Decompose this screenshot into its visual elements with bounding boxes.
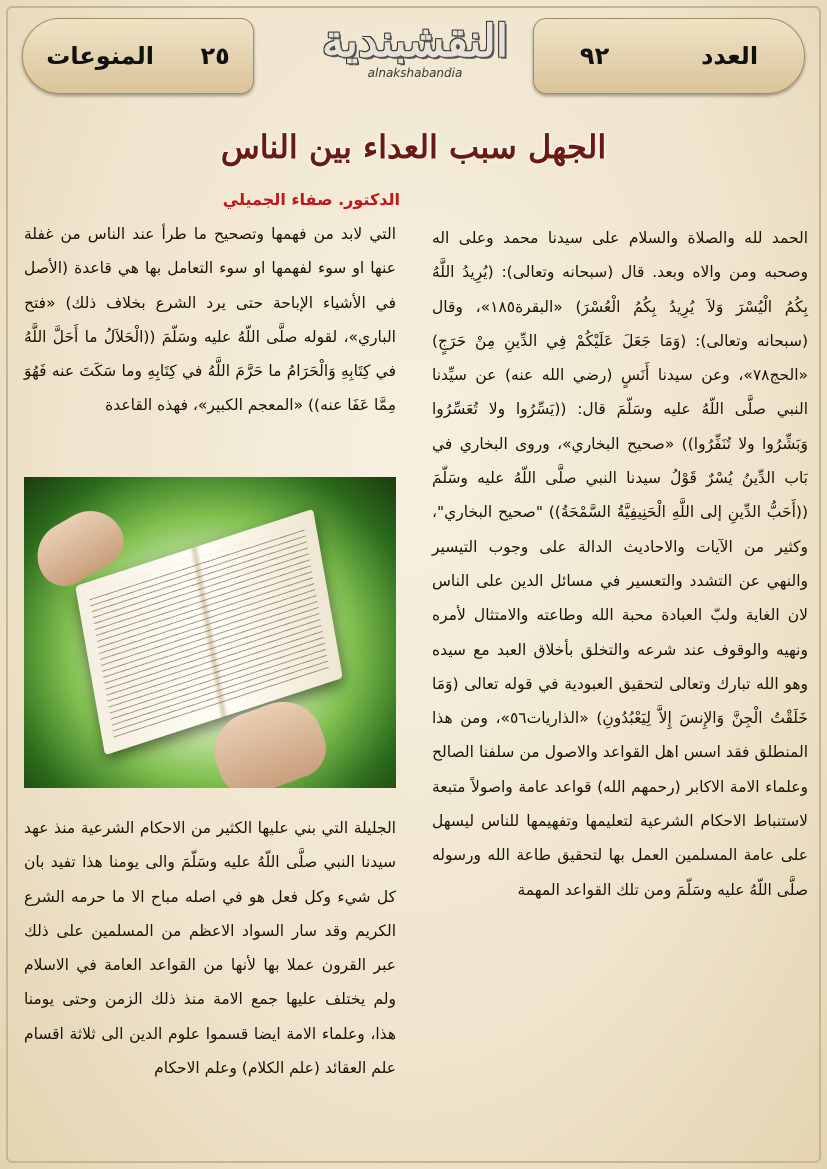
- article-title: الجهل سبب العداء بين الناس: [220, 128, 607, 166]
- section-name: المنوعات: [46, 42, 154, 70]
- issue-label: العدد: [701, 42, 759, 70]
- article-author: الدكتور. صفاء الجميلي: [222, 190, 400, 209]
- logo-title: النقشبندية: [322, 16, 508, 67]
- section-banner: [22, 18, 254, 94]
- article-column-right: [432, 221, 808, 907]
- article-column-left-top: [24, 217, 396, 423]
- quran-image: [24, 477, 396, 788]
- article-text: الحمد لله والصلاة والسلام على سيدنا محمد وعلى اله وصحبه ومن والاه وبعد. قال (سبحانه وتعالى): (يُرِيدُ اللَّهُ بِكُمُ الْيُسْرَ وَلاَ يُرِيدُ بِكُمُ الْعُسْرَ) «البقرة١٨٥»، وقال (سبحانه وتعالى): (وَمَا جَعَلَ عَلَيْكُمْ فِي الدِّينِ مِنْ حَرَجٍ) «الحج٧٨»، وعن سيدنا أَنَسٍ (رضي الله عنه) عن سيِّدنا النبي صلَّى اللّهُ عليه وسَلّمَ قال: ((يَسِّرُوا ولا تُعَسِّرُوا وَبَشِّرُوا ولا تُنَفِّرُوا)) «صحيح البخاري»، وروى البخاري في بَاب الدِّينُ يُسْرٌ قَوْلُ سيدنا النبي صلَّى اللّهُ عليه وسَلّمَ ((أَحَبُّ الدِّينِ إلى اللَّهِ الْحَنِيفِيَّةُ السَّمْحَةُ)) "صحيح البخاري"، وكثير من الآيات والاحاديث الدالة على وجوب التيسير والنهي عن التشدد والتعسير في مسائل الدين على الناس لان الغاية ولبّ العبادة محبة الله وطاعته والامتثال لأمره ونهيه والوقوف عند شرعه والتخلق بأخلاق العبد مع سيده وهو الله تبارك وتعالى لتحقيق العبودية في قوله تعالى (وَمَا خَلَقْتُ الْجِنَّ وَالإِنسَ إِلاَّ لِيَعْبُدُونِ) «الذاريات٥٦»، ومن هذا المنطلق فقد اسس اهل القواعد والاصول من سلفنا الصالح وعلماء الامة الاكابر (رحمهم الله) قواعد عامة واصولاً متبعة لاستنباط الاحكام الشرعية لتعليمها وتفهيمها للناس ليسهل على عامة المسلمين العمل بها لتحقيق طاعة الله ورسوله صلَّى اللّهُ عليه وسَلّمَ ومن تلك القواعد المهمة: [432, 229, 809, 899]
- article-text: الجليلة التي بني عليها الكثير من الاحكام الشرعية منذ عهد سيدنا النبي صلَّى اللّهُ عليه وسَلّمَ والى يومنا هذا تفيد بان كل شيء وكل فعل هو في اصله مباح الا ما حرمه الشرع الكريم وقد سار السواد الاعظم من المسلمين على ذلك عبر القرون عملا بها لأنها من القواعد العامة في الاسلام ولم يختلف عليها جمع الامة منذ ذلك الزمن وحتى يومنا هذا، وعلماء الامة ايضا قسموا علوم الدين الى ثلاثة اقسام علم العقائد (علم الكلام) وعلم الاحكام: [24, 819, 396, 1078]
- issue-number: ٩٢: [579, 42, 610, 70]
- logo-subtitle: alnakshabandia: [367, 66, 463, 80]
- issue-banner: [533, 18, 805, 94]
- article-column-left-bottom: [24, 811, 396, 1085]
- page-number: ٢٥: [200, 42, 230, 70]
- article-text: التي لابد من فهمها وتصحيح ما طرأ عند الناس من غفلة عنها او سوء لفهمها او سوء التعامل بها هي قاعدة (الأصل في الأشياء الإباحة حتى يرد الشرع بخلاف ذلك) «فتح الباري»، لقوله صلَّى اللّهُ عليه وسَلّمَ ((الْحَلاَلُ ما أَحَلَّ اللَّهُ في كِتَابِهِ وَالْحَرَامُ ما حَرَّمَ اللَّهُ في كِتَابِهِ وما سَكَتَ عنه فَهُوَ مِمَّا عَفَا عنه)) «المعجم الكبير»، فهذه القاعدة: [24, 225, 396, 415]
- magazine-logo: [290, 12, 540, 102]
